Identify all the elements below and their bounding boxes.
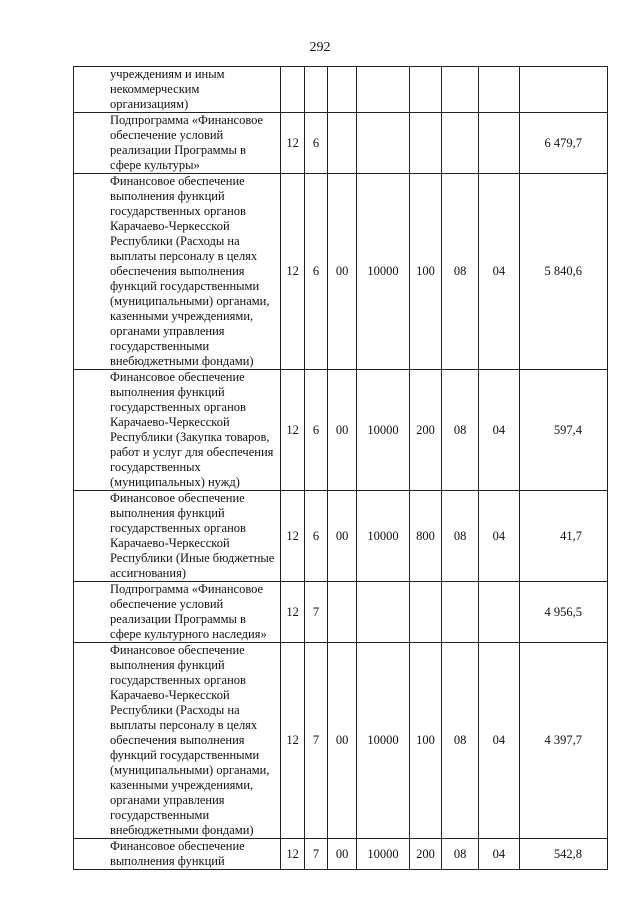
code-subsection: 04 <box>479 174 519 370</box>
row-sum <box>519 67 607 113</box>
code-program: 7 <box>304 582 327 643</box>
code-expense-type: 100 <box>410 174 442 370</box>
code-ministry <box>281 67 304 113</box>
code-program: 6 <box>304 491 327 582</box>
code-subprogram: 00 <box>328 174 357 370</box>
code-program <box>304 67 327 113</box>
code-direction <box>356 582 409 643</box>
row-name: Подпрограмма «Финансовое обеспечение условий реализации Программы в сфере культурного наследия» <box>74 582 281 643</box>
code-expense-type <box>410 582 442 643</box>
row-sum: 5 840,6 <box>519 174 607 370</box>
row-name: учреждениям и иным некоммерческим организациям) <box>74 67 281 113</box>
code-subprogram: 00 <box>328 643 357 839</box>
code-subsection <box>479 67 519 113</box>
code-ministry: 12 <box>281 174 304 370</box>
code-subsection <box>479 582 519 643</box>
code-ministry: 12 <box>281 582 304 643</box>
code-subsection: 04 <box>479 370 519 491</box>
row-name: Финансовое обеспечение выполнения функций государственных органов Карачаево-Черкесской Республики (Иные бюджетные ассигнования) <box>74 491 281 582</box>
code-program: 6 <box>304 370 327 491</box>
code-program: 6 <box>304 174 327 370</box>
code-ministry: 12 <box>281 491 304 582</box>
row-name: Финансовое обеспечение выполнения функций государственных органов Карачаево-Черкесской Республики (Закупка товаров, работ и услуг для обеспечения государственных (муниципальных) нужд) <box>74 370 281 491</box>
code-subprogram: 00 <box>328 491 357 582</box>
code-section: 08 <box>442 370 479 491</box>
table-row <box>74 643 608 839</box>
code-expense-type: 200 <box>410 370 442 491</box>
row-name: Подпрограмма «Финансовое обеспечение условий реализации Программы в сфере культуры» <box>74 113 281 174</box>
budget-table-body <box>74 67 608 870</box>
budget-table <box>73 66 608 870</box>
table-row <box>74 113 608 174</box>
code-subprogram <box>328 67 357 113</box>
code-direction <box>356 67 409 113</box>
table-row <box>74 67 608 113</box>
row-sum: 41,7 <box>519 491 607 582</box>
code-direction <box>356 113 409 174</box>
code-section: 08 <box>442 174 479 370</box>
row-sum: 597,4 <box>519 370 607 491</box>
code-subprogram: 00 <box>328 839 357 870</box>
code-ministry: 12 <box>281 839 304 870</box>
code-section <box>442 67 479 113</box>
row-name: Финансовое обеспечение выполнения функций <box>74 839 281 870</box>
code-section <box>442 582 479 643</box>
code-section: 08 <box>442 491 479 582</box>
code-expense-type <box>410 113 442 174</box>
table-row <box>74 174 608 370</box>
row-name: Финансовое обеспечение выполнения функций государственных органов Карачаево-Черкесской Республики (Расходы на выплаты персоналу в целях обеспечения выполнения функций государственными (муниципальными) органами, казенными учреждениями, органами управления государственными внебюджетными фондами) <box>74 643 281 839</box>
page-number: 292 <box>309 40 331 55</box>
code-ministry: 12 <box>281 370 304 491</box>
code-ministry: 12 <box>281 643 304 839</box>
code-expense-type <box>410 67 442 113</box>
code-expense-type: 800 <box>410 491 442 582</box>
table-row <box>74 582 608 643</box>
table-row <box>74 491 608 582</box>
code-subprogram <box>328 582 357 643</box>
row-sum: 542,8 <box>519 839 607 870</box>
code-section: 08 <box>442 839 479 870</box>
code-subprogram <box>328 113 357 174</box>
table-row <box>74 370 608 491</box>
code-subprogram: 00 <box>328 370 357 491</box>
row-sum: 4 956,5 <box>519 582 607 643</box>
table-row <box>74 839 608 870</box>
code-subsection: 04 <box>479 491 519 582</box>
code-direction: 10000 <box>356 174 409 370</box>
row-name: Финансовое обеспечение выполнения функций государственных органов Карачаево-Черкесской Республики (Расходы на выплаты персоналу в целях обеспечения выполнения функций государственными (муниципальными) органами, казенными учреждениями, органами управления государственными внебюджетными фондами) <box>74 174 281 370</box>
code-subsection: 04 <box>479 839 519 870</box>
row-sum: 4 397,7 <box>519 643 607 839</box>
code-direction: 10000 <box>356 491 409 582</box>
code-expense-type: 100 <box>410 643 442 839</box>
code-direction: 10000 <box>356 370 409 491</box>
code-ministry: 12 <box>281 113 304 174</box>
row-sum: 6 479,7 <box>519 113 607 174</box>
code-subsection: 04 <box>479 643 519 839</box>
code-expense-type: 200 <box>410 839 442 870</box>
code-program: 7 <box>304 643 327 839</box>
code-program: 7 <box>304 839 327 870</box>
code-direction: 10000 <box>356 643 409 839</box>
code-section: 08 <box>442 643 479 839</box>
code-section <box>442 113 479 174</box>
code-program: 6 <box>304 113 327 174</box>
code-subsection <box>479 113 519 174</box>
code-direction: 10000 <box>356 839 409 870</box>
